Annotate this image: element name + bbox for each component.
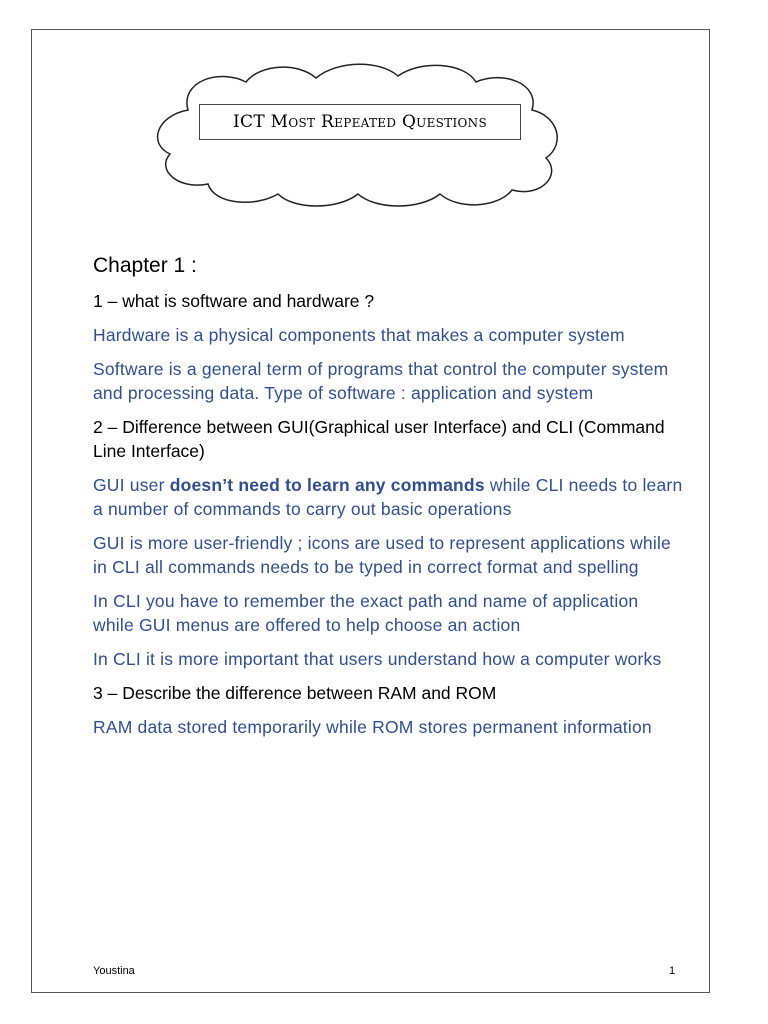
answer-2-user-friendly: GUI is more user-friendly ; icons are used to represent applications while in CLI all commands needs to be typed in correct format and spelling (93, 533, 671, 577)
chapter-heading: Chapter 1 : (93, 254, 197, 277)
answer-2-suffix: while CLI needs to learn a number of commands to carry out basic operations (93, 475, 683, 519)
question-3: 3 – Describe the difference between RAM and ROM (93, 683, 497, 703)
answer-2-commands (93, 473, 683, 521)
answer-2-prefix: GUI user (93, 475, 170, 495)
answer-3-ram-rom: RAM data stored temporarily while ROM stores permanent information (93, 717, 652, 737)
answer-2-path: In CLI you have to remember the exact path and name of application while GUI menus are offered to help choose an action (93, 591, 639, 635)
answer-2-understand: In CLI it is more important that users understand how a computer works (93, 649, 662, 669)
document-title: ICT Most Repeated Questions (233, 112, 487, 132)
answer-1-software: Software is a general term of programs that control the computer system and processing data. Type of software : application and system (93, 359, 669, 403)
document-content (93, 252, 683, 749)
question-2: 2 – Difference between GUI(Graphical user Interface) and CLI (Command Line Interface) (93, 417, 665, 461)
footer-author: Youstina (93, 965, 135, 977)
footer-page-number: 1 (669, 965, 676, 977)
title-box (199, 104, 521, 140)
question-1: 1 – what is software and hardware ? (93, 291, 375, 311)
answer-2-bold: doesn’t need to learn any commands (169, 475, 485, 495)
answer-1-hardware: Hardware is a physical components that makes a computer system (93, 325, 625, 345)
